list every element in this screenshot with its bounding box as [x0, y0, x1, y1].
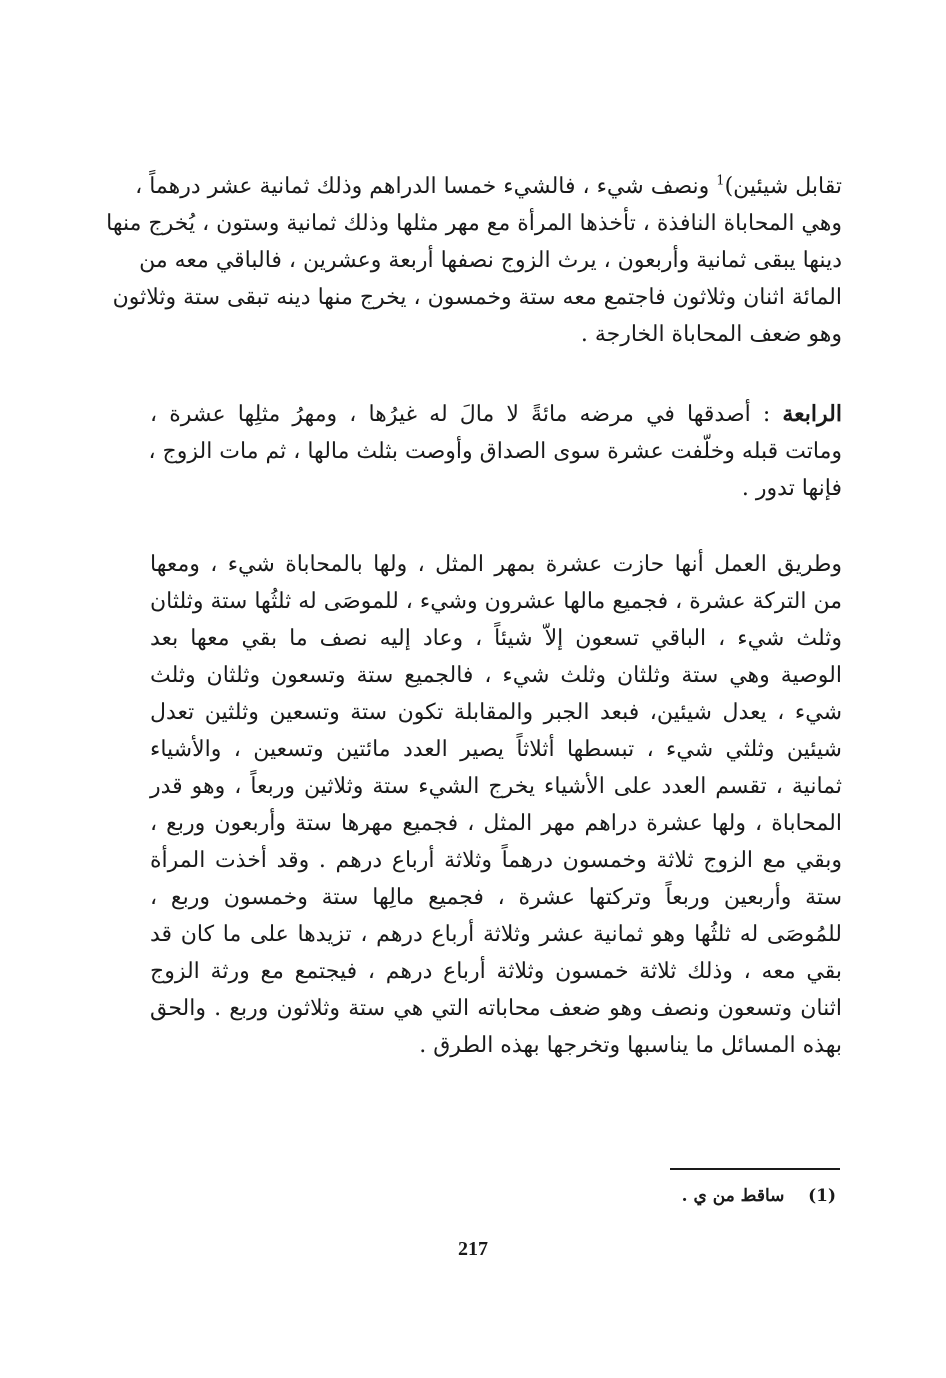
page-number: 217: [458, 1238, 488, 1260]
text-line: وهي المحاباة النافذة ، تأخذها المرأة مع مهر مثلها وذلك ثمانية وستون ، يُخرج منها: [106, 211, 842, 236]
text-line: للمُوصَى له ثلثُها وهو ثمانية عشر وثلاثة أرباع درهم ، تزيدها على ما كان قد: [150, 922, 842, 947]
text-line-start: تقابل شيئين): [724, 174, 842, 199]
text-line: وطريق العمل أنها حازت عشرة بمهر المثل ، ولها بالمحاباة شيء ، ومعها: [150, 552, 842, 577]
text-line: وثلث شيء ، الباقي تسعون إلاّ شيئاً ، وعاد إليه نصف ما بقي معها بعد: [150, 626, 842, 651]
text-line: [135, 168, 842, 205]
section-heading: الرابعة: [782, 401, 842, 427]
text-line: بقي معه ، وذلك ثلاثة خمسون وثلاثة أرباع درهم ، فيجتمع مع ورثة الزوج: [150, 959, 842, 984]
text-line: ثمانية ، تقسم العدد على الأشياء يخرج الشيء ستة وثلاثين وربعاً ، وهو قدر: [150, 774, 842, 799]
text-line-rest: ونصف شيء ، فالشيء خمسا الدراهم وذلك ثمانية عشر درهماً ،: [135, 174, 717, 199]
text-line: ستة وأربعين وربعاً وتركتها عشرة ، فجميع مالِها ستة وخمسون وربع ،: [150, 885, 842, 910]
text-line: المحاباة ، ولها عشرة دراهم مهر المثل ، فجميع مهرها ستة وأربعون وربع ،: [150, 811, 842, 836]
text-line: المائة اثنان وثلاثون فاجتمع معه ستة وخمسون ، يخرج منها دينه تبقى ستة وثلاثون: [112, 285, 842, 310]
text-line: اثنان وتسعون ونصف وهو ضعف محاباته التي هي ستة وثلاثون وربع . والحق: [150, 996, 842, 1021]
text-line: وهو ضعف المحاباة الخارجة .: [580, 322, 842, 347]
paragraph-3: [150, 546, 842, 1064]
text-line: شيء ، يعدل شيئين، فبعد الجبر والمقابلة تكون ستة وتسعين وثلثين تعدل: [150, 700, 842, 725]
text-line: وبقي مع الزوج ثلاثة وخمسون درهماً وثلاثة أرباع درهم . وقد أخذت المرأة: [150, 848, 842, 873]
text-line: من التركة عشرة ، فجميع مالها عشرون وشيء ، للموصَى له ثلثُها ستة وثلثان: [149, 589, 842, 614]
text-line: فإنها تدور .: [741, 476, 842, 501]
paragraph-1: [106, 168, 842, 353]
footnote-divider: [670, 1168, 840, 1170]
text-line: بهذه المسائل ما يناسبها وتخرجها بهذه الطرق .: [419, 1033, 842, 1058]
text-line: [150, 396, 842, 433]
footnote-marker: (1): [808, 1186, 836, 1206]
footnote-text: ساقط من ي .: [681, 1186, 785, 1206]
text-line: وماتت قبله وخلّفت عشرة سوى الصداق وأوصت بثلث مالها ، ثم مات الزوج ،: [148, 439, 842, 464]
text-line: الوصية وهي ستة وثلثان وثلث شيء ، فالجميع ستة وتسعون وثلثان وثلث: [150, 663, 842, 688]
paragraph-2: [150, 396, 842, 507]
text-line-rest: : أصدقها في مرضه مائةً لا مالَ له غيرُها ، ومهرُ مثلِها عشرة ،: [150, 402, 783, 427]
footnote: [560, 1182, 836, 1210]
text-line: شيئين وثلثي شيء ، تبسطها أثلاثاً يصير العدد مائتين وتسعين ، والأشياء: [150, 737, 842, 762]
text-line: دينها يبقى ثمانية وأربعون ، يرث الزوج نصفها أربعة وعشرين ، فالباقي معه من: [139, 248, 842, 273]
footnote-reference: 1: [716, 173, 725, 189]
